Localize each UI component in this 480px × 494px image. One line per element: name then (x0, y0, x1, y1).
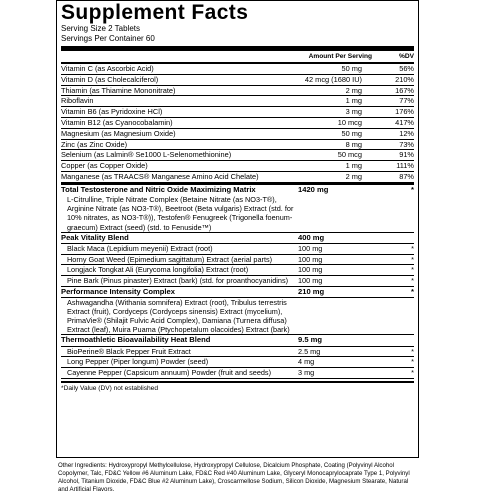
ingredient-row (61, 96, 414, 107)
blend-items (61, 244, 414, 286)
ingredient-name: Vitamin C (as Ascorbic Acid) (61, 64, 154, 73)
other-ingredients: Other Ingredients: Hydroxypropyl Methylcellulose, Hydroxypropyl Cellulose, Dicalcium Phosphate, Coating (Polyvinyl Alcohol Copolymer, Talc, FD&C Yellow #6 Aluminum Lake, FD&C Red #40 Aluminum Lake, Glyceryl Monocaprylocaprate Type 1, Polyvinyl Alcohol, Titanium Dioxide, FD&C Blue #2 Aluminum Lake), Croscarmellose Sodium, Silicon Dioxide, Magnesium Stearate, Natural and Artificial Flavors. (58, 462, 410, 493)
vitamin-table (61, 64, 414, 183)
ingredient-dv: 56% (399, 64, 414, 73)
ingredient-name: Riboflavin (61, 96, 94, 106)
ingredient-row (61, 129, 414, 140)
ingredient-amount: 1 mg (345, 96, 362, 106)
blend-description-text: L-Citrulline, Triple Nitrate Complex (Betaine Nitrate (as NO3-T®), Arginine Nitrate (as NO3-T®), Beetroot (Beta vulgaris) Extract (std. for 10% nitrates, as NO3-T®)), Testofen® Fenugreek (Trigonella foenum-graecum) Extract (seed) (std. to Fenuside™) (67, 195, 294, 232)
ingredient-amount: 3 mg (298, 368, 315, 378)
ingredient-row (61, 357, 414, 368)
ingredient-name: Cayenne Pepper (Capsicum annuum) Powder (fruit and seeds) (67, 368, 272, 378)
blend-amount: 400 mg (298, 232, 325, 242)
ingredient-row (61, 347, 414, 358)
ingredient-row (61, 368, 414, 379)
blend-dv: * (411, 184, 414, 194)
ingredient-dv: 73% (399, 139, 414, 149)
ingredient-amount: 100 mg (298, 275, 323, 285)
ingredient-dv: 167% (395, 85, 414, 95)
ingredient-dv: * (411, 357, 414, 367)
footnote: *Daily Value (DV) not established (61, 384, 158, 392)
ingredient-dv: 210% (395, 74, 414, 84)
ingredient-row (61, 75, 414, 86)
ingredient-amount: 3 mg (345, 107, 362, 117)
ingredient-row (61, 265, 414, 276)
supplement-facts-panel (56, 0, 419, 458)
ingredient-name: Longjack Tongkat Ali (Eurycoma longifolia) Extract (root) (67, 265, 249, 275)
ingredient-amount: 4 mg (298, 357, 315, 367)
ingredient-name: Vitamin D (as Cholecalciferol) (61, 74, 159, 84)
blend-header (61, 335, 414, 347)
ingredient-name: Vitamin B6 (as Pyridoxine HCl) (61, 107, 163, 117)
blend-amount: 1420 mg (298, 184, 329, 194)
ingredient-row (61, 64, 414, 75)
blend-description (61, 195, 414, 232)
ingredient-name: Long Pepper (Piper longum) Powder (seed) (67, 357, 209, 367)
ingredient-amount: 10 mcg (337, 117, 362, 127)
blend-dv: * (411, 286, 414, 296)
ingredient-name: Copper (as Copper Oxide) (61, 161, 148, 171)
ingredient-dv: 87% (399, 171, 414, 181)
ingredient-amount: 2 mg (345, 171, 362, 181)
ingredient-amount: 50 mcg (337, 150, 362, 160)
ingredient-amount: 100 mg (298, 265, 323, 275)
ingredient-amount: 42 mcg (1680 IU) (304, 74, 362, 84)
ingredient-dv: 91% (399, 150, 414, 160)
ingredient-name: Magnesium (as Magnesium Oxide) (61, 128, 176, 138)
ingredient-dv: 417% (395, 117, 414, 127)
ingredient-row (61, 140, 414, 151)
ingredient-row (61, 276, 414, 287)
blend-amount: 9.5 mg (298, 335, 323, 345)
ingredient-name: BioPerine® Black Pepper Fruit Extract (67, 346, 191, 356)
ingredient-amount: 50 mg (341, 128, 362, 138)
ingredient-dv: 111% (396, 161, 414, 171)
ingredient-dv: 176% (395, 107, 414, 117)
ingredient-name: Selenium (as Lalmin® Se1000 L-Selenomethionine) (61, 150, 232, 160)
ingredient-amount: 50 mg (341, 64, 362, 73)
ingredient-dv: * (411, 368, 414, 378)
blend-description-text: Ashwagandha (Withania somnifera) Extract (root), Tribulus terrestris Extract (fruit), Cordyceps (Cordyceps sinensis) Extract (mycelium), PrimaVie® (Shilajit Fulvic Acid Complex), Damiana (Turnera diffusa) Extract (leaf), Muira Puama (Ptychopetalum olacoides) Extract (bark) (67, 298, 290, 335)
blend-header (61, 287, 414, 299)
ingredient-row (61, 150, 414, 161)
panel-title: Supplement Facts (61, 1, 249, 24)
blend-name: Thermoathletic Bioavailability Heat Blend (61, 335, 211, 345)
ingredient-dv: * (411, 244, 414, 254)
dv-header: %DV (398, 53, 414, 60)
ingredient-amount: 100 mg (298, 254, 323, 264)
blend-amount: 210 mg (298, 286, 325, 296)
ingredient-dv: * (411, 346, 414, 356)
ingredient-amount: 1 mg (345, 161, 362, 171)
ingredient-name: Black Maca (Lepidium meyenii) Extract (root) (67, 244, 213, 254)
ingredient-name: Thiamin (as Thiamine Mononitrate) (61, 85, 176, 95)
blend-description (61, 298, 414, 335)
blend-name: Total Testosterone and Nitric Oxide Maximizing Matrix (61, 184, 256, 194)
ingredient-dv: * (411, 265, 414, 275)
ingredient-amount: 8 mg (345, 139, 362, 149)
ingredient-dv: 77% (399, 96, 414, 106)
ingredient-name: Horny Goat Weed (Epimedium sagittatum) Extract (aerial parts) (67, 254, 273, 264)
amount-header: Amount Per Serving (308, 53, 372, 60)
ingredient-amount: 2.5 mg (298, 346, 321, 356)
blend-name: Performance Intensity Complex (61, 286, 175, 296)
serving-size: Serving Size 2 Tablets (61, 24, 141, 33)
ingredient-row (61, 244, 414, 255)
ingredient-amount: 100 mg (298, 244, 323, 254)
ingredient-row (61, 172, 414, 183)
ingredient-name: Pine Bark (Pinus pinaster) Extract (bark) (std. for proanthocyanidins) (67, 275, 289, 285)
ingredient-name: Manganese (as TRAACS® Manganese Amino Acid Chelate) (61, 171, 259, 181)
ingredient-row (61, 86, 414, 97)
ingredient-row (61, 107, 414, 118)
ingredient-name: Zinc (as Zinc Oxide) (61, 139, 128, 149)
blend-header (61, 233, 414, 245)
blend-header (61, 185, 414, 196)
ingredient-row (61, 255, 414, 266)
ingredient-row (61, 118, 414, 129)
servings-per-container: Servings Per Container 60 (61, 34, 155, 43)
blend-items (61, 347, 414, 379)
ingredient-dv: 12% (399, 128, 414, 138)
ingredient-dv: * (411, 254, 414, 264)
column-header (61, 51, 414, 62)
ingredient-dv: * (411, 275, 414, 285)
blend-name: Peak Vitality Blend (61, 232, 129, 242)
ingredient-row (61, 161, 414, 172)
ingredient-amount: 2 mg (345, 85, 362, 95)
ingredient-name: Vitamin B12 (as Cyanocobalamin) (61, 117, 173, 127)
